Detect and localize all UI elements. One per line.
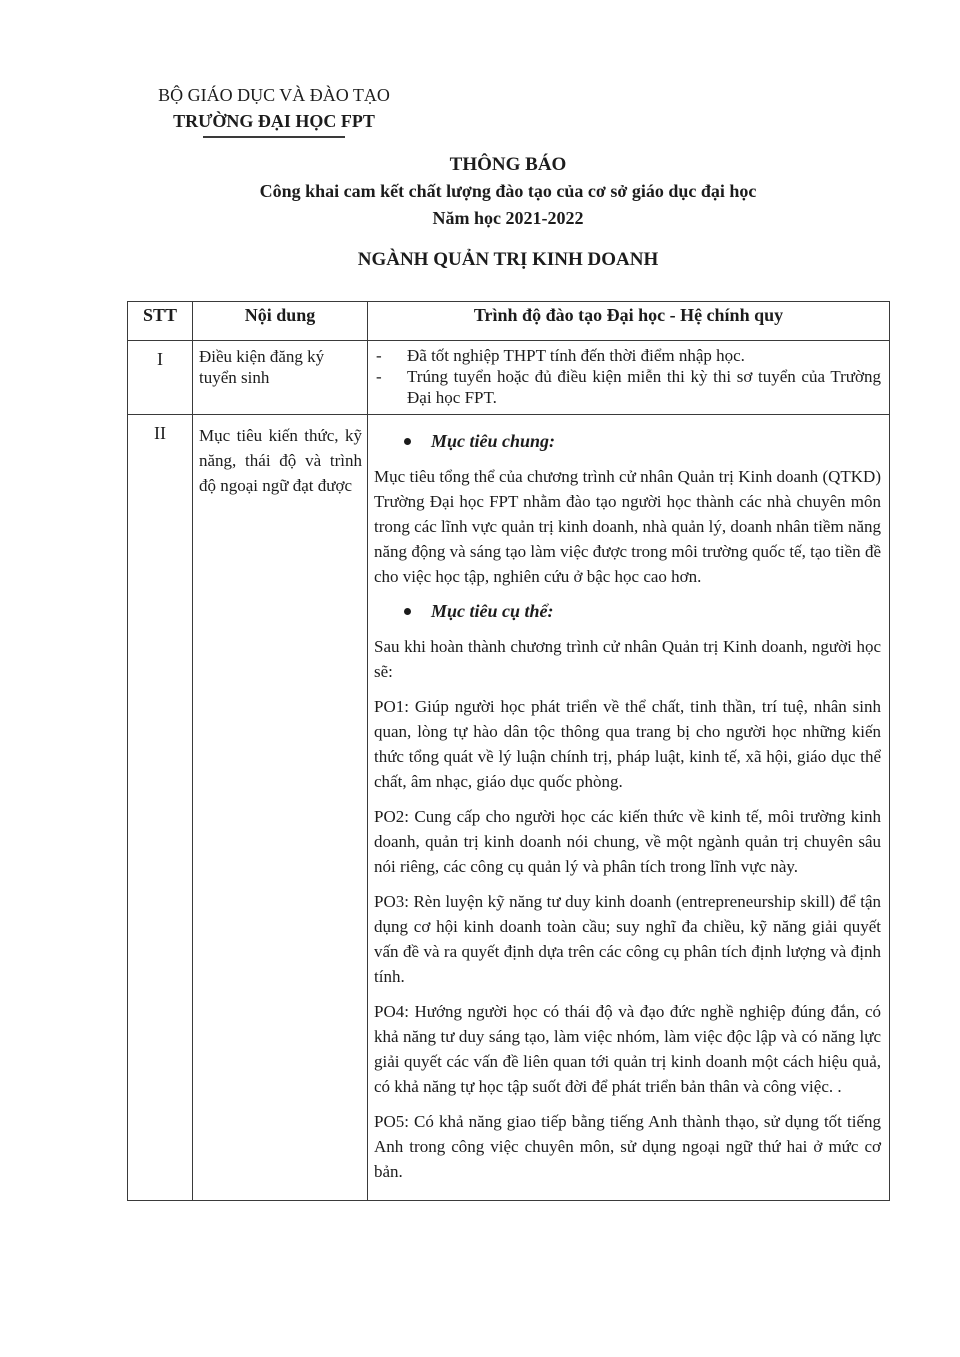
paragraph-po1: PO1: Giúp người học phát triển về thể chất, tinh thần, trí tuệ, nhân sinh quan, lòng tự hào dân tộc thông qua trang bị cho người học những kiến thức tổng quát về lý luận chính trị, pháp luật, kinh tế, xã hội, giáo dục thể chất, âm nhạc, giáo dục quốc phòng. — [374, 697, 881, 791]
notice-title: THÔNG BÁO — [449, 154, 567, 175]
row2-label: Mục tiêu kiến thức, kỹ năng, thái độ và trình độ ngoại ngữ đạt được — [193, 415, 368, 1201]
table-row-admission — [128, 341, 890, 415]
bullet-icon — [404, 438, 411, 445]
dash-marker: - — [376, 346, 382, 365]
header-stt: STT — [128, 302, 193, 341]
paragraph-po2: PO2: Cung cấp cho người học các kiến thức về kinh tế, môi trường kinh doanh, quản trị kinh doanh nói chung, về một ngành quản trị chuyên sâu nói riêng, các công cụ quản lý và phân tích trong lĩnh vực này. — [374, 807, 881, 876]
table-row-objectives — [128, 415, 890, 1201]
section-heading-general: Mục tiêu chung: — [404, 429, 881, 454]
paragraph-po5: PO5: Có khả năng giao tiếp bằng tiếng Anh thành thạo, sử dụng tốt tiếng Anh trong công việc chuyên môn, sử dụng ngoại ngữ thứ hai ở mức cơ bản. — [374, 1112, 881, 1181]
ministry-name: BỘ GIÁO DỤC VÀ ĐÀO TẠO — [158, 85, 390, 105]
list-item: - Đã tốt nghiệp THPT tính đến thời điểm nhập học. — [376, 346, 745, 365]
header-program: Trình độ đào tạo Đại học - Hệ chính quy — [368, 302, 890, 341]
paragraph-intro: Sau khi hoàn thành chương trình cử nhân Quản trị Kinh doanh, người học sẽ: — [374, 637, 881, 681]
dash-marker: - — [376, 367, 382, 386]
row1-label: Điều kiện đăng ký tuyển sinh — [193, 341, 368, 415]
row1-stt: I — [128, 341, 193, 415]
section-heading-specific: Mục tiêu cụ thể: — [404, 599, 881, 624]
row1-content — [368, 341, 890, 415]
paragraph-po4: PO4: Hướng người học có thái độ và đạo đức nghề nghiệp đúng đắn, có khả năng tư duy sáng tạo, làm việc nhóm, làm việc độc lập và có năng lực giải quyết các vấn đề liên quan tới quản trị kinh doanh một cách hiệu quả, có khả năng tự học tập suốt đời để phát triển bản thân và công việc. . — [374, 1002, 881, 1096]
letterhead-rule — [203, 136, 345, 138]
academic-year: Năm học 2021-2022 — [432, 208, 584, 228]
list-item: - Trúng tuyển hoặc đủ điều kiện miễn thi kỳ thi sơ tuyển của Trường Đại học FPT. — [376, 367, 881, 407]
notice-subtitle: Công khai cam kết chất lượng đào tạo của cơ sở giáo dục đại học — [259, 181, 757, 201]
row2-stt: II — [128, 415, 193, 1201]
major-title: NGÀNH QUẢN TRỊ KINH DOANH — [357, 249, 659, 270]
university-name: TRƯỜNG ĐẠI HỌC FPT — [173, 111, 375, 131]
header-noi-dung: Nội dung — [193, 302, 368, 341]
table-header-row — [128, 302, 890, 341]
letterhead — [136, 82, 412, 138]
title-block — [127, 151, 889, 232]
paragraph-po3: PO3: Rèn luyện kỹ năng tư duy kinh doanh (entrepreneurship skill) để tận dụng cơ hội kinh doanh toàn cầu; suy nghĩ đa chiều, kỹ năng giải quyết vấn đề và ra quyết định dựa trên các công cụ phân tích định lượng và định tính. — [374, 892, 881, 986]
commitment-table — [127, 301, 890, 1201]
row2-content — [368, 415, 890, 1201]
paragraph-general: Mục tiêu tổng thể của chương trình cử nhân Quản trị Kinh doanh (QTKD) Trường Đại học FPT nhằm đào tạo người học thành các nhà chuyên môn trong các lĩnh vực quản trị kinh doanh, nhà quản lý, doanh nhân tiềm năng năng động và sáng tạo làm việc được trong môi trường quốc tế, tạo tiền đề cho việc học tập, nghiên cứu ở bậc học cao hơn. — [374, 467, 881, 586]
bullet-icon — [404, 608, 411, 615]
